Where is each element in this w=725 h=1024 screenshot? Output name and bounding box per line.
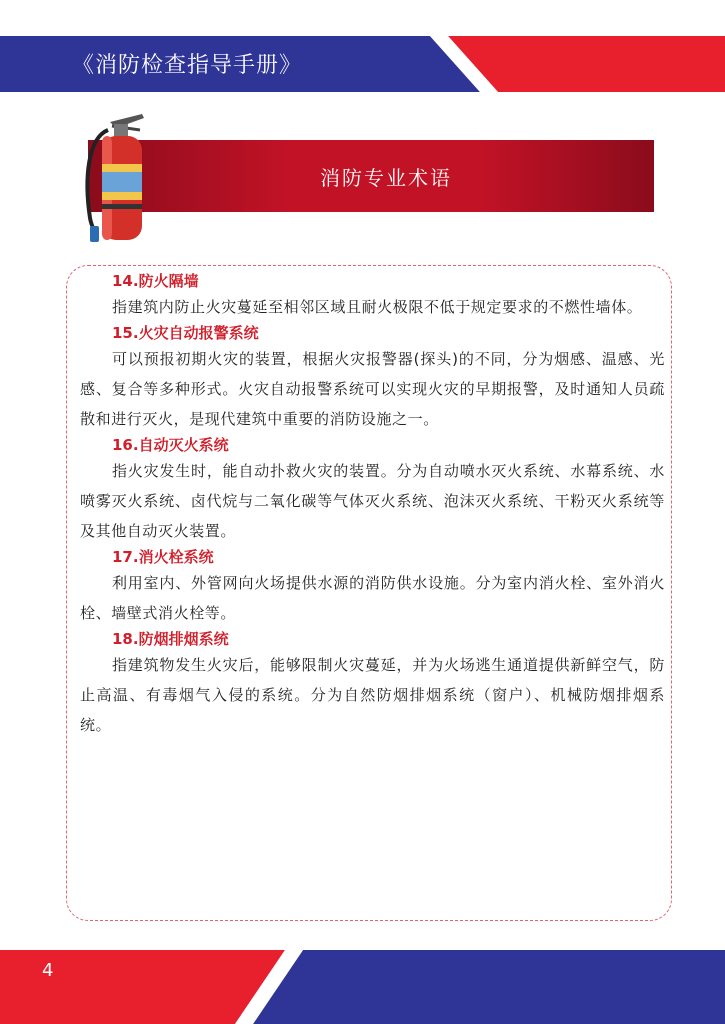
bottom-banner-shapes bbox=[0, 945, 725, 1024]
bottom-banner bbox=[0, 945, 725, 1024]
term-description: 可以预报初期火灾的装置，根据火灾报警器(探头)的不同，分为烟感、温感、光感、复合等多种形式。火灾自动报警系统可以实现火灾的早期报警，及时通知人员疏散和进行灭火，是现代建筑中重要的消防设施之一。 bbox=[80, 350, 665, 428]
term-heading: 16.自动灭火系统 bbox=[112, 436, 229, 454]
terms-list bbox=[80, 270, 665, 740]
term-heading: 14.防火隔墙 bbox=[112, 272, 199, 290]
section-header bbox=[88, 140, 654, 212]
list-item bbox=[80, 628, 665, 740]
page-number: 4 bbox=[42, 960, 54, 981]
term-heading: 17.消火栓系统 bbox=[112, 548, 214, 566]
term-description: 指建筑内防止火灾蔓延至相邻区域且耐火极限不低于规定要求的不燃性墙体。 bbox=[112, 298, 643, 316]
term-description: 利用室内、外管网向火场提供水源的消防供水设施。分为室内消火栓、室外消火栓、墙壁式消火栓等。 bbox=[80, 574, 665, 622]
list-item bbox=[80, 434, 665, 546]
fire-extinguisher-icon bbox=[80, 108, 160, 248]
list-item bbox=[80, 322, 665, 434]
section-title: 消防专业术语 bbox=[320, 166, 452, 190]
term-description: 指建筑物发生火灾后，能够限制火灾蔓延，并为火场逃生通道提供新鲜空气，防止高温、有毒烟气入侵的系统。分为自然防烟排烟系统（窗户）、机械防烟排烟系统。 bbox=[80, 656, 665, 734]
term-heading: 15.火灾自动报警系统 bbox=[112, 324, 259, 342]
list-item bbox=[80, 270, 665, 322]
list-item bbox=[80, 546, 665, 628]
term-description: 指火灾发生时，能自动扑救火灾的装置。分为自动喷水灭火系统、水幕系统、水喷雾灭火系统、卤代烷与二氧化碳等气体灭火系统、泡沫灭火系统、干粉灭火系统等及其他自动灭火装置。 bbox=[80, 462, 665, 540]
document-title: 《消防检查指导手册》 bbox=[72, 53, 303, 78]
term-heading: 18.防烟排烟系统 bbox=[112, 630, 229, 648]
